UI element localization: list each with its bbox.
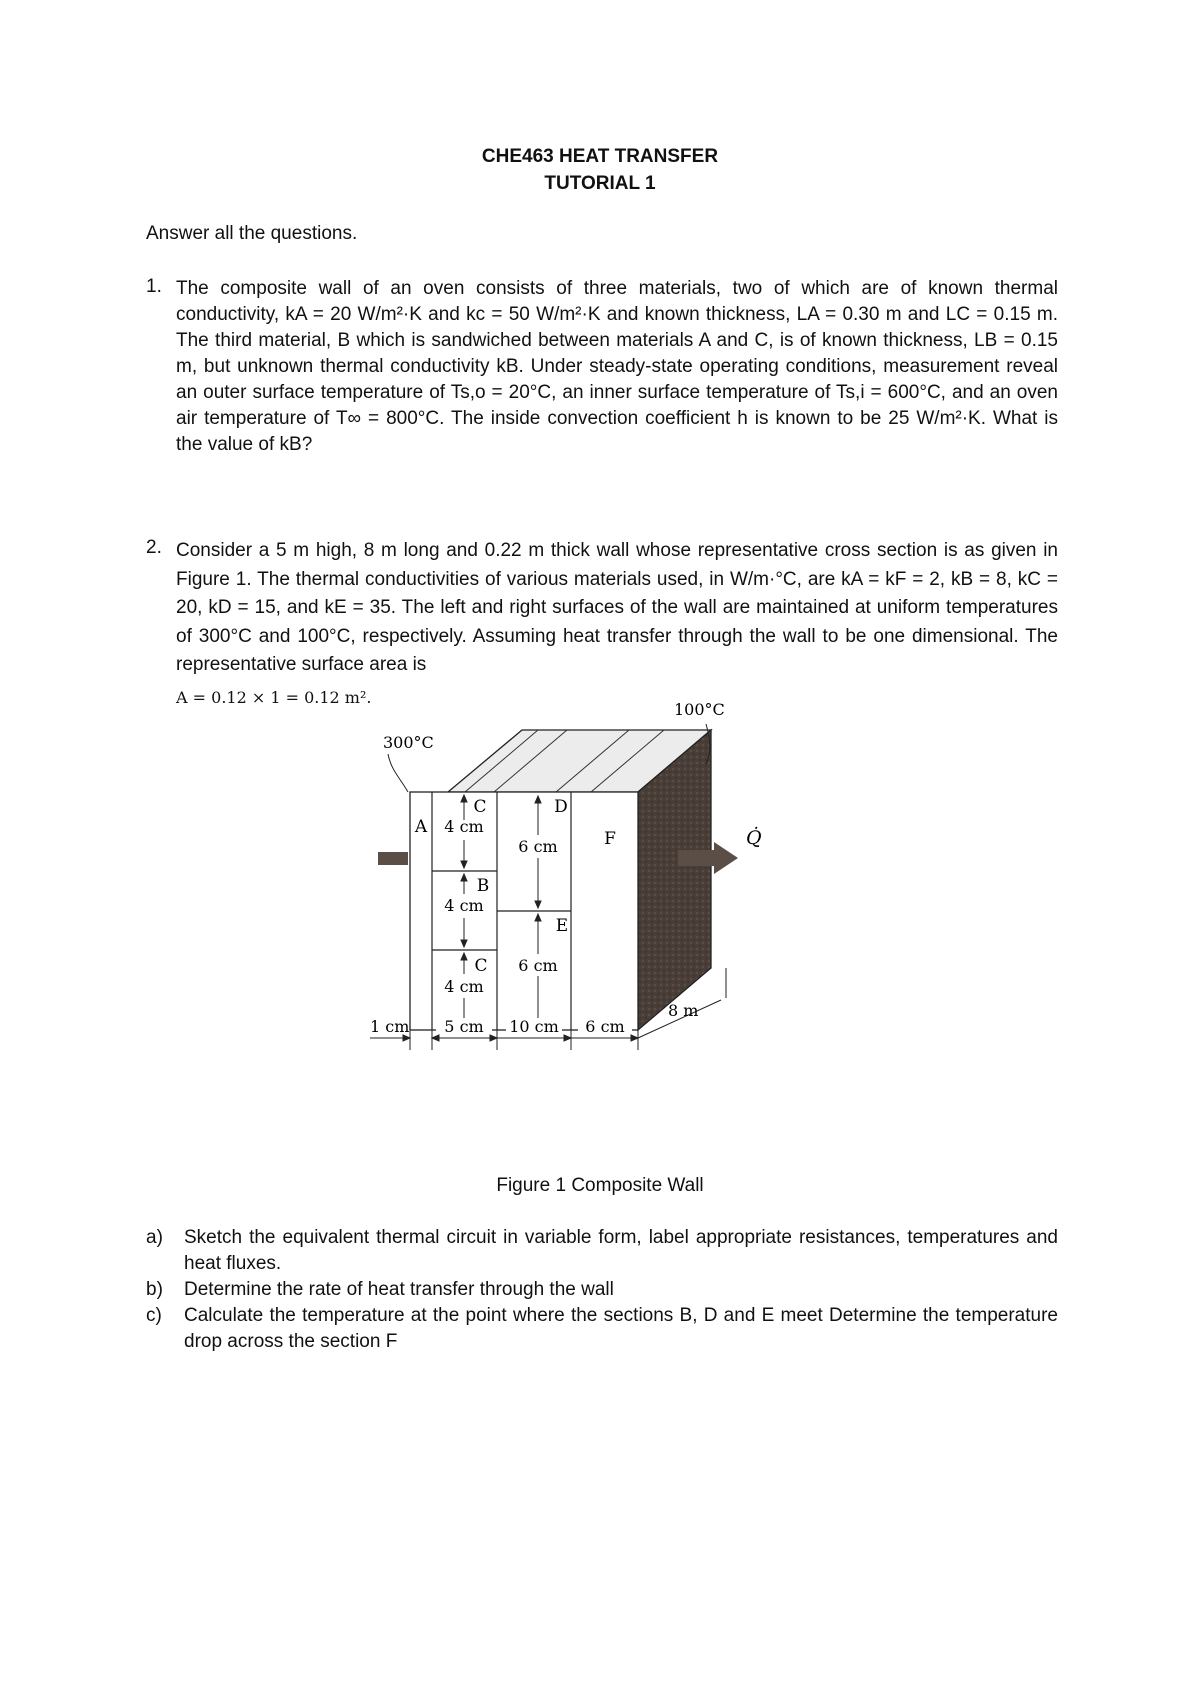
label-f: F <box>604 829 616 849</box>
part-text: Calculate the temperature at the point where the sections B, D and E meet Determine the temperature drop across the section F <box>184 1305 1058 1352</box>
question-text: Consider a 5 m high, 8 m long and 0.22 m thick wall whose representative cross section is as given in Figure 1. The thermal conductivities of various materials used, in W/m·°C, are kA = kF = 2, kB = 8, kC = 20, kD = 15, and kE = 35. The left and right surfaces of the wall are maintained at uniform temperatures of 300°C and 100°C, respectively. Assuming heat transfer through the wall to be one dimensional. The representative surface area is <box>176 540 1058 676</box>
question-number: 2. <box>146 537 162 558</box>
width-6cm: 6 cm <box>585 1017 625 1036</box>
question-text: The composite wall of an oven consists of three materials, two of which are of known thermal conductivity, kA = 20 W/m²·K and kc = 50 W/m²·K and known thickness, LA = 0.30 m and LC = 0.15 m. The third material, B which is sandwiched between materials A and C, is of known thickness, LB = 0.15 m, but unknown thermal conductivity kB. Under steady-state operating conditions, measurement reveal an outer surface temperature of Ts,o = 20°C, an inner surface temperature of Ts,i = 600°C, and an oven air temperature of T∞ = 800°C. The inside convection coefficient h is known to be 25 W/m²·K. What is the value of kB? <box>176 278 1058 455</box>
label-c-bottom: C <box>474 956 488 976</box>
label-d: D <box>554 797 568 817</box>
width-5cm: 5 cm <box>444 1017 484 1036</box>
question-1 <box>146 276 1058 458</box>
label-e: E <box>555 916 569 936</box>
area-equation: A = 0.12 × 1 = 0.12 m². <box>176 687 372 707</box>
instruction: Answer all the questions. <box>146 223 358 244</box>
label-a: A <box>414 817 428 837</box>
part-text: Determine the rate of heat transfer through the wall <box>184 1279 614 1300</box>
part-text: Sketch the equivalent thermal circuit in variable form, label appropriate resistances, temperatures and heat fluxes. <box>184 1227 1058 1274</box>
right-temperature: 100°C <box>674 700 725 719</box>
part-c <box>146 1303 1058 1355</box>
part-label: a) <box>146 1227 163 1248</box>
part-b <box>146 1277 1058 1303</box>
width-10cm: 10 cm <box>509 1017 559 1036</box>
part-a <box>146 1225 1058 1277</box>
label-b: B <box>476 876 490 896</box>
tutorial-title: TUTORIAL 1 <box>544 173 656 194</box>
question-parts <box>146 1225 1058 1355</box>
label-c-top: C <box>473 797 487 817</box>
part-label: b) <box>146 1279 163 1300</box>
question-2 <box>146 537 1058 713</box>
height-c-bottom: 4 cm <box>444 977 484 996</box>
height-e: 6 cm <box>518 956 558 975</box>
width-1cm: 1 cm <box>370 1017 410 1036</box>
heat-rate-symbol: Q̇ <box>746 827 762 849</box>
height-b: 4 cm <box>444 896 484 915</box>
course-title: CHE463 HEAT TRANSFER <box>481 146 719 167</box>
heat-in-arrow <box>378 852 408 865</box>
left-temperature: 300°C <box>383 733 434 752</box>
height-c-top: 4 cm <box>444 817 484 836</box>
length-label: 8 m <box>668 1001 699 1020</box>
question-number: 1. <box>146 276 162 297</box>
height-d: 6 cm <box>518 837 558 856</box>
part-label: c) <box>146 1305 162 1326</box>
composite-wall-figure <box>366 700 816 1140</box>
figure-caption: Figure 1 Composite Wall <box>496 1175 704 1196</box>
